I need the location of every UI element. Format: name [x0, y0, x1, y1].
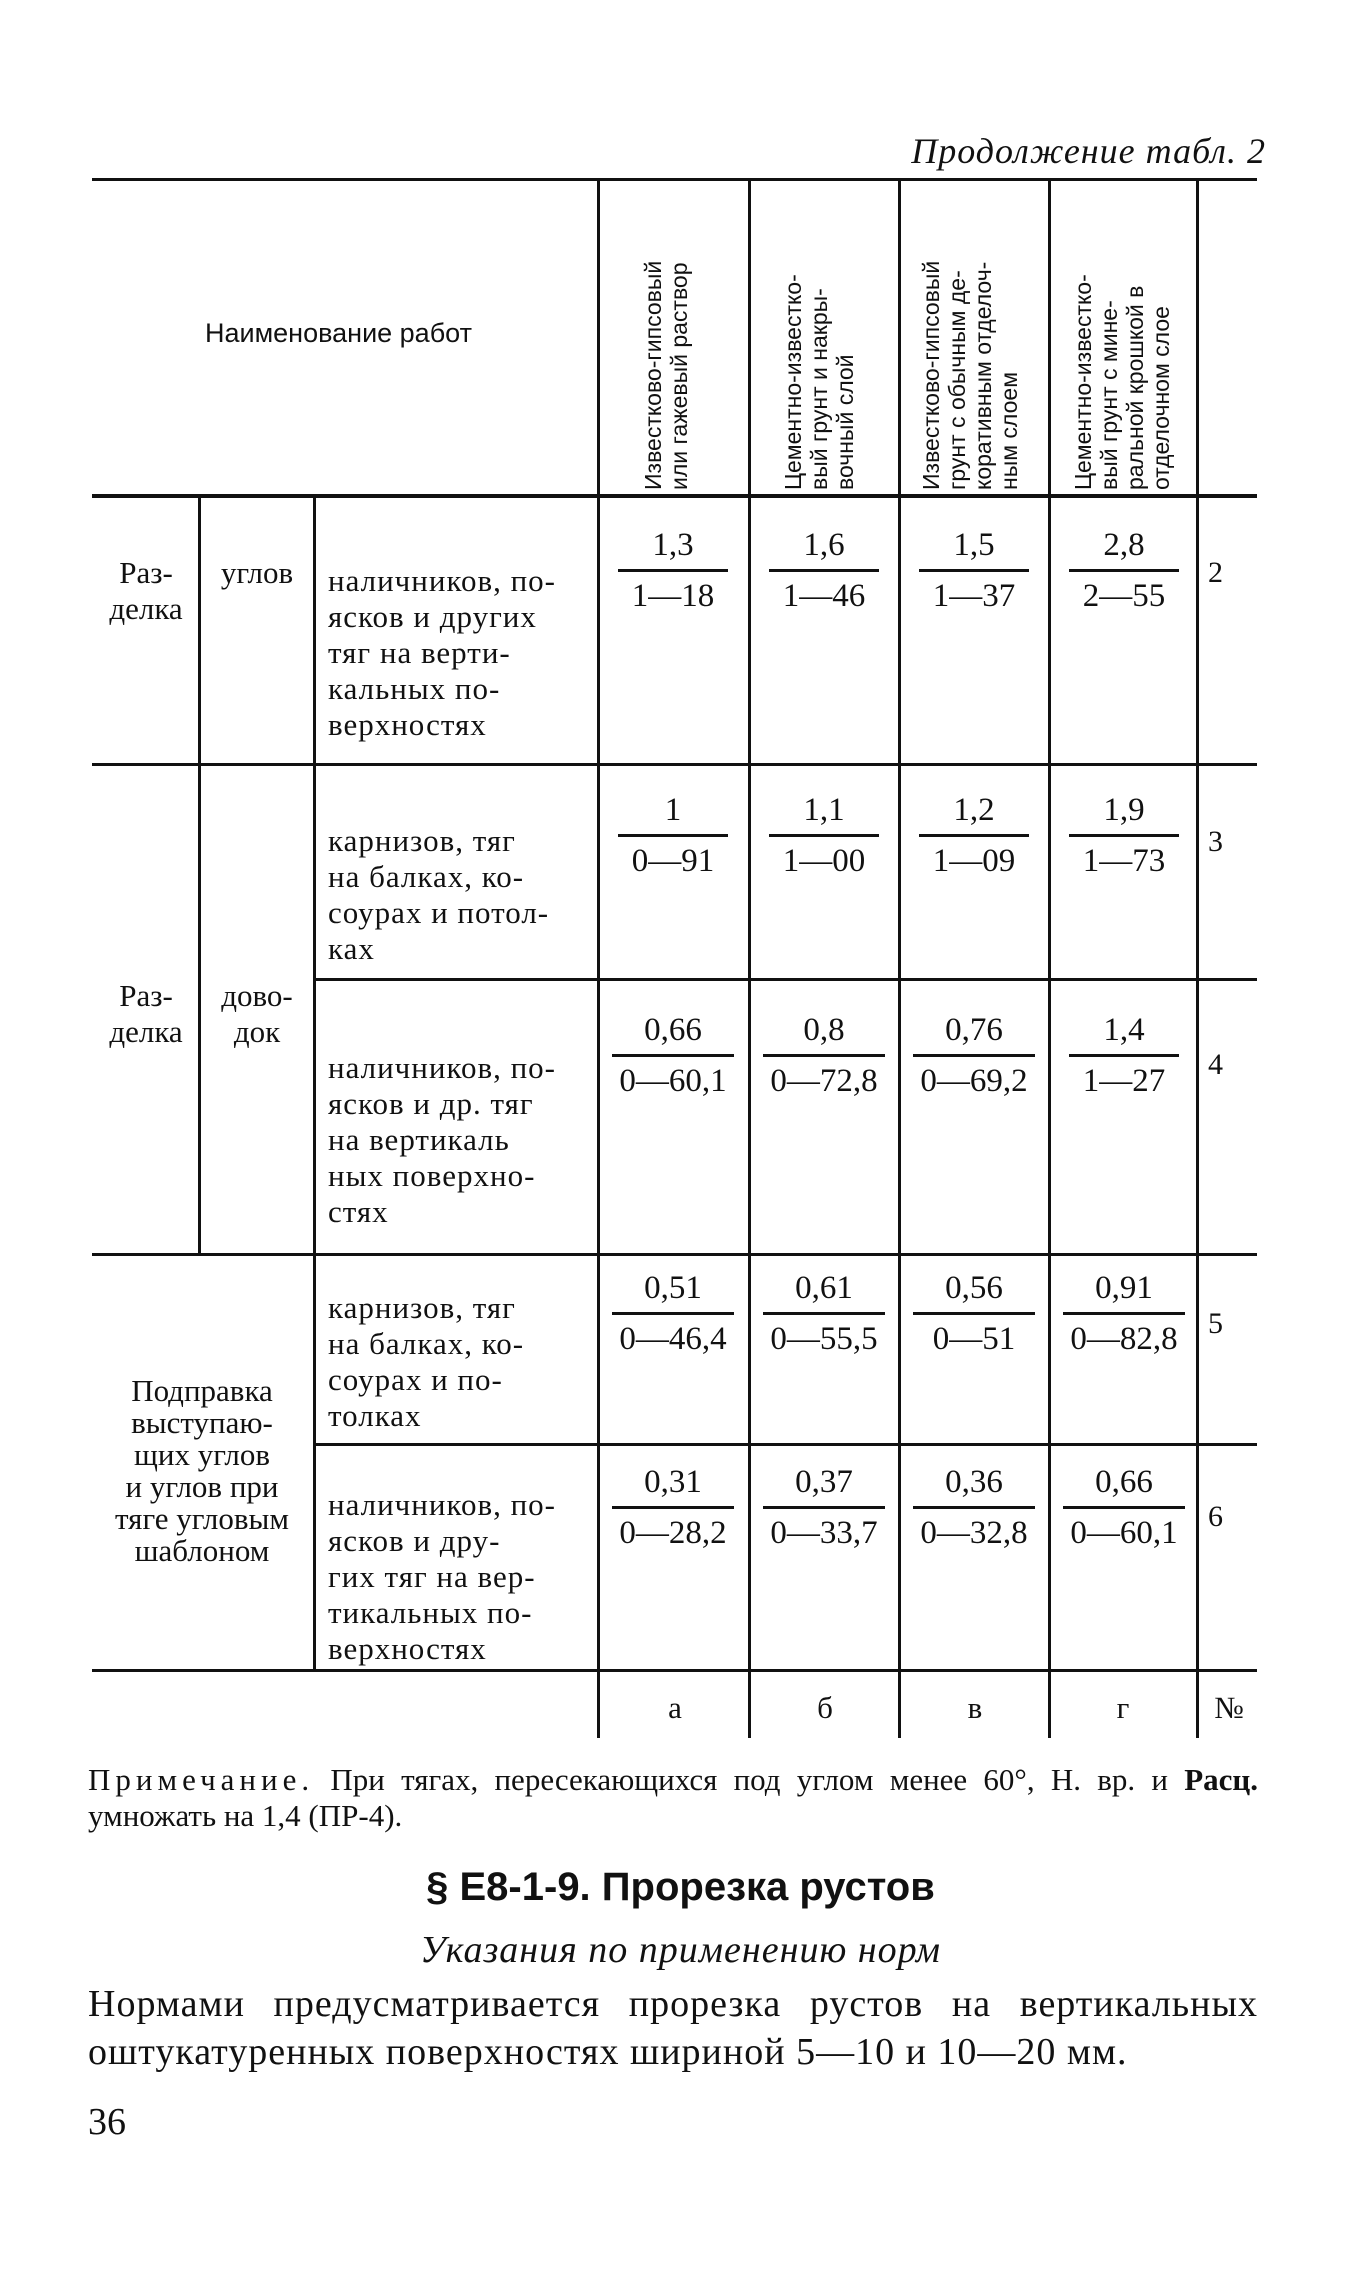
column-letter-a: а [668, 1690, 682, 1725]
column-b-header: Цементно-известко- вый грунт и накры- вочный слой [780, 274, 858, 490]
col-g-left-rule [1048, 180, 1051, 1738]
table-bottom-rule [92, 1669, 1257, 1672]
group3-category: Подправка выступаю- щих углов и углов при тяге угловым шаблоном [115, 1373, 289, 1568]
norm-cell: 1,4 1—27 [1059, 1010, 1189, 1101]
group1-sub-rule [313, 498, 316, 763]
work-description: наличников, по- ясков и дру- гих тяг на вер- тикальных по- верхностях [328, 1487, 556, 1666]
norm-cell: 1,6 1—46 [759, 525, 889, 616]
page-number: 36 [88, 2101, 126, 2143]
norm-cell: 0,31 0—28,2 [602, 1462, 744, 1553]
norm-cell: 0,37 0—33,7 [753, 1462, 895, 1553]
norm-cell: 1,2 1—09 [909, 790, 1039, 881]
norm-cell: 0,76 0—69,2 [903, 1010, 1045, 1101]
note-bold: Расц. [1184, 1762, 1258, 1797]
norm-cell: 1,5 1—37 [909, 525, 1039, 616]
column-v-header: Известково-гипсовый грунт с обычным де- коративным отделоч- ным слоем [918, 260, 1022, 490]
note-label: Примечание. [88, 1762, 315, 1797]
group2-sub-rule [313, 766, 316, 1253]
work-description: карнизов, тяг на балках, ко- соурах и по- толках [328, 1290, 525, 1433]
group3-sub-rule [313, 1256, 316, 1669]
col-a-left-rule [597, 180, 600, 1738]
work-description: наличников, по- ясков и др. тяг на вертикаль ных поверхно- стях [328, 1050, 556, 1229]
norm-cell: 0,36 0—32,8 [903, 1462, 1045, 1553]
group1-subcategory: углов [220, 555, 294, 590]
norm-cell: 0,51 0—46,4 [602, 1268, 744, 1359]
norm-cell: 0,91 0—82,8 [1053, 1268, 1195, 1359]
header-bottom-rule [92, 494, 1257, 498]
group2-bottom-rule [92, 1253, 1257, 1256]
norm-cell: 1,1 1—00 [759, 790, 889, 881]
group1-bottom-rule [92, 763, 1257, 766]
norm-cell: 1,3 1—18 [608, 525, 738, 616]
group2-category: Раз- делка [109, 978, 183, 1049]
section-title: § Е8-1-9. Прорезка рустов [426, 1865, 935, 1909]
note-text: При тягах, пересекающихся под углом менее 60°, Н. вр. и [330, 1762, 1168, 1797]
group1-cat-rule [198, 498, 201, 763]
column-g-header: Цементно-известко- вый грунт с мине- ральной крошкой в отделочном слое [1070, 274, 1174, 490]
norm-cell: 0,66 0—60,1 [1053, 1462, 1195, 1553]
group1-category: Раз- делка [109, 555, 183, 626]
continuation-label: Продолжение табл. 2 [911, 131, 1266, 171]
row-number: 3 [1208, 825, 1223, 858]
column-a-header: Известково-гипсовый или гажевый раствор [640, 260, 692, 490]
table-top-rule [92, 178, 1257, 181]
column-letter-b: б [817, 1690, 833, 1725]
table-note [88, 1762, 1258, 1834]
row-number: 2 [1208, 556, 1223, 589]
name-column-header: Наименование работ [205, 318, 472, 348]
group2-subcategory: дово- док [221, 978, 293, 1049]
row-number: 6 [1208, 1500, 1223, 1533]
column-number-sign: № [1214, 1690, 1244, 1725]
section-subtitle: Указания по применению норм [420, 1929, 941, 1971]
norm-cell: 0,66 0—60,1 [602, 1010, 744, 1101]
norm-cell: 0,61 0—55,5 [753, 1268, 895, 1359]
norm-cell: 0,8 0—72,8 [753, 1010, 895, 1101]
col-v-left-rule [898, 180, 901, 1738]
work-description: наличников, по- ясков и других тяг на верти- кальных по- верхностях [328, 563, 556, 742]
norm-cell: 2,8 2—55 [1059, 525, 1189, 616]
body-paragraph: Нормами предусматривается прорезка рустов на вертикальных оштукатуренных поверхностях шириной 5—10 и 10—20 мм. [88, 1983, 1258, 2073]
column-letter-g: г [1116, 1690, 1130, 1725]
norm-cell: 1,9 1—73 [1059, 790, 1189, 881]
norm-cell: 0,56 0—51 [903, 1268, 1045, 1359]
norm-cell: 1 0—91 [608, 790, 738, 881]
note-text-end: умножать на 1,4 (ПР-4). [88, 1798, 403, 1833]
group2-cat-rule [198, 766, 201, 1253]
row-number: 4 [1208, 1048, 1223, 1081]
row-number: 5 [1208, 1307, 1223, 1340]
col-b-left-rule [748, 180, 751, 1738]
column-letter-v: в [967, 1690, 983, 1725]
row5-bottom-rule [315, 1443, 1257, 1446]
col-no-left-rule [1196, 180, 1199, 1738]
row3-bottom-rule [315, 978, 1257, 981]
work-description: карнизов, тяг на балках, ко- соурах и потол- ках [328, 823, 550, 966]
